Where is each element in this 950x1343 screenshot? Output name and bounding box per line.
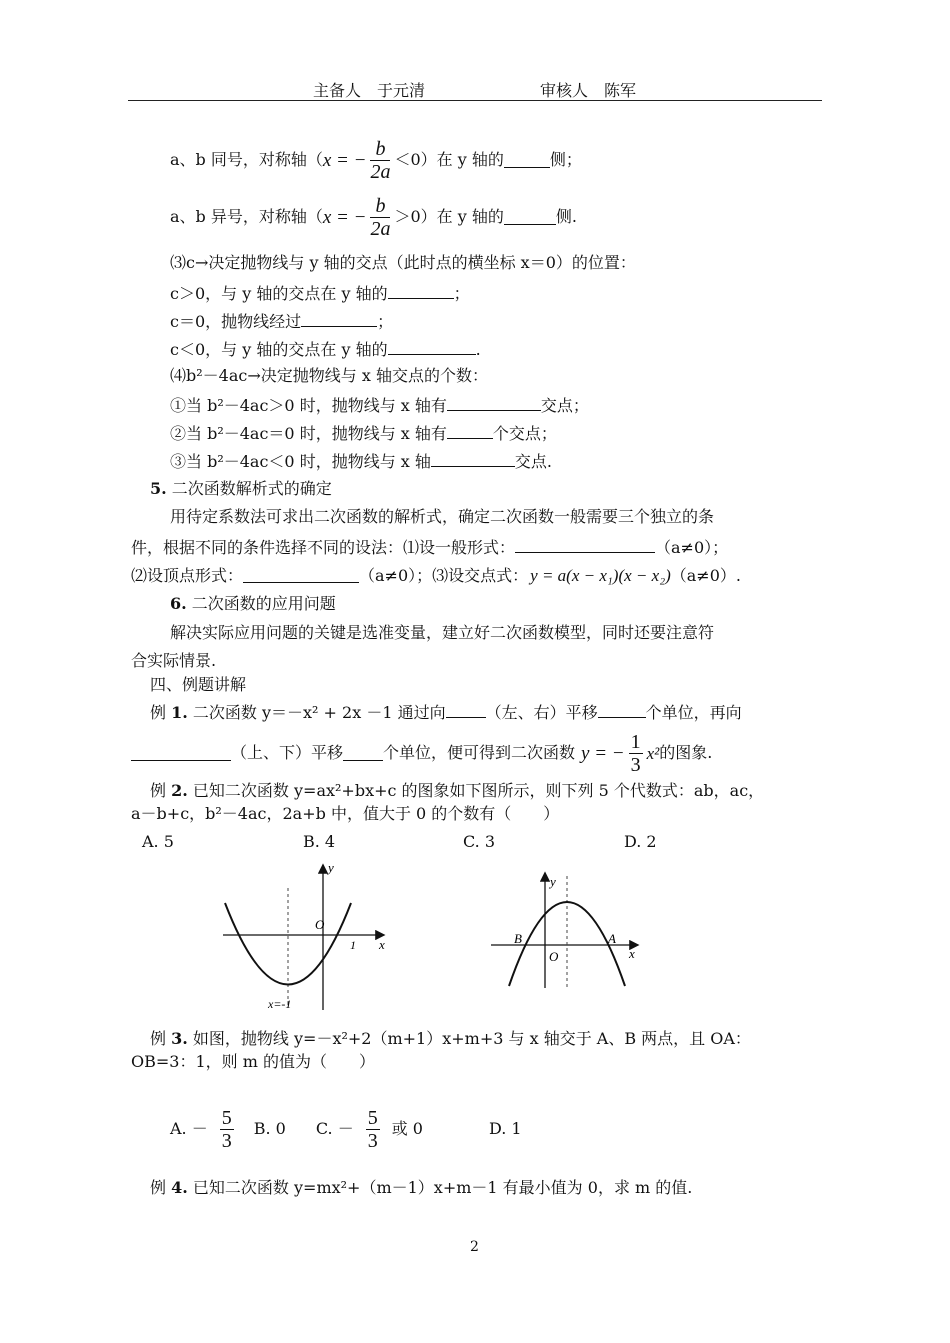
line-disc-title: ⑷b²－4ac→决定抛物线与 x 轴交点的个数： — [170, 366, 488, 385]
example-2-option-a[interactable]: A. 5 — [142, 832, 174, 851]
text: 二次函数 y＝－x² + 2x －1 通过向 — [192, 703, 446, 722]
section-number: 5. — [150, 479, 167, 498]
header-reviewer: 审核人 陈军 — [540, 81, 637, 100]
section-title: 二次函数解析式的确定 — [171, 479, 332, 498]
math-x-squared: x² — [646, 743, 660, 763]
example-2-option-d[interactable]: D. 2 — [624, 832, 657, 851]
section-title: 二次函数的应用问题 — [191, 594, 336, 613]
blank[interactable] — [598, 703, 646, 718]
example-3-option-b[interactable]: B. 0 — [253, 1119, 286, 1138]
page-number: 2 — [470, 1239, 479, 1255]
text: 例 — [150, 703, 167, 722]
blank[interactable] — [388, 340, 476, 355]
para-1: 用待定系数法可求出二次函数的解析式，确定二次函数一般需要三个独立的条 — [170, 507, 715, 526]
text: ＜0）在 y 轴的 — [394, 150, 504, 169]
y-label: y — [550, 874, 556, 889]
section-6-heading — [170, 596, 336, 612]
symmetry-label: x=-1 — [268, 997, 292, 1011]
origin-label: O — [315, 917, 325, 932]
intercept-form-formula: y = a(x − x₁)(x − x₂) — [530, 566, 671, 585]
text: ； — [377, 312, 394, 331]
blank[interactable] — [446, 703, 486, 718]
text: （左、右）平移 — [485, 703, 598, 722]
example-4-line — [150, 1180, 692, 1196]
blank[interactable] — [431, 452, 515, 467]
text: 例 — [150, 1178, 167, 1197]
text: ＞0）在 y 轴的 — [394, 207, 504, 226]
example-3-option-a[interactable]: A. － — [170, 1119, 208, 1138]
num: 1 — [630, 730, 641, 753]
blank[interactable] — [243, 568, 359, 583]
blank[interactable] — [447, 396, 541, 411]
num: b — [370, 138, 390, 161]
text: 交点. — [514, 452, 552, 471]
text: c＞0，与 y 轴的交点在 y 轴的 — [170, 284, 388, 303]
num: 5 — [367, 1106, 378, 1129]
den: 2a — [370, 217, 391, 240]
text: 例 — [150, 781, 167, 800]
blank[interactable] — [515, 538, 655, 553]
text: . — [475, 340, 481, 359]
para-2 — [131, 538, 728, 556]
line-c-positive — [170, 284, 470, 302]
math-x: x = − — [322, 206, 367, 228]
text: 已知二次函数 y=ax²+bx+c 的图象如下图所示，则下列 5 个代数式：ab，ac， — [192, 781, 765, 800]
text: 或 0 — [391, 1119, 423, 1138]
math-x: x = − — [322, 149, 367, 171]
example-number: 4. — [171, 1178, 188, 1197]
math-y: y = − — [581, 742, 625, 764]
text: a、b 同号，对称轴（ — [170, 150, 323, 169]
example-3-option-d[interactable]: D. 1 — [488, 1119, 522, 1138]
text: 侧； — [549, 150, 582, 169]
example-number: 2. — [171, 781, 188, 800]
text: 交点； — [540, 396, 589, 415]
text: ； — [453, 284, 470, 303]
text: 个交点； — [492, 424, 557, 443]
blank[interactable] — [504, 153, 550, 168]
line-disc-pos — [170, 396, 589, 414]
den: 3 — [630, 753, 641, 776]
text: （a≠0）； — [655, 538, 729, 557]
line-c-zero — [170, 312, 393, 330]
text: 的图象. — [659, 743, 713, 762]
para-3 — [131, 567, 741, 584]
blank[interactable] — [343, 746, 383, 761]
example-1-line-1 — [150, 703, 742, 721]
point-a-label: A — [608, 931, 616, 946]
blank[interactable] — [131, 746, 231, 761]
fraction-five-thirds — [366, 1107, 380, 1152]
text: c＜0，与 y 轴的交点在 y 轴的 — [170, 340, 388, 359]
text: 已知二次函数 y=mx²+（m－1）x+m－1 有最小值为 0，求 m 的值. — [192, 1178, 693, 1197]
y-label: y — [328, 860, 334, 875]
line-same-sign — [170, 135, 582, 185]
example-2-line-2: a－b+c，b²－4ac，2a+b 中，值大于 0 的个数有（ ） — [131, 804, 560, 823]
text: a、b 异号，对称轴（ — [170, 207, 323, 226]
origin-label: O — [549, 949, 559, 964]
text: 个单位，便可得到二次函数 — [383, 743, 576, 762]
header-rule — [128, 100, 822, 101]
blank[interactable] — [301, 312, 377, 327]
line-disc-neg — [170, 452, 552, 470]
blank[interactable] — [447, 424, 493, 439]
header-preparer: 主备人 于元清 — [313, 81, 426, 100]
text: 件，根据不同的条件选择不同的设法：⑴设一般形式： — [131, 538, 516, 557]
example-3-line-2: OB=3：1，则 m 的值为（ ） — [131, 1052, 375, 1071]
example-2-line-1 — [150, 783, 764, 799]
para-5: 合实际情景. — [131, 651, 217, 670]
num: b — [370, 195, 390, 218]
text: c＝0，抛物线经过 — [170, 312, 302, 331]
text: 如图，抛物线 y=－x²+2（m+1）x+m+3 与 x 轴交于 A、B 两点，且 OA： — [192, 1029, 751, 1048]
fraction-one-third — [629, 731, 643, 776]
example-2-option-b[interactable]: B. 4 — [303, 832, 336, 851]
example-3-option-c[interactable]: C. － — [315, 1119, 354, 1138]
text: ②当 b²－4ac＝0 时，抛物线与 x 轴有 — [170, 424, 447, 443]
line-c-title: ⑶c→决定抛物线与 y 轴的交点（此时点的横坐标 x＝0）的位置： — [170, 253, 636, 272]
num: 5 — [221, 1106, 232, 1129]
text: ③当 b²－4ac＜0 时，抛物线与 x 轴 — [170, 452, 431, 471]
fraction-b-2a — [370, 138, 390, 183]
den: 3 — [221, 1129, 232, 1152]
text: 个单位，再向 — [645, 703, 742, 722]
fraction-b-2a — [370, 195, 390, 240]
den: 2a — [370, 160, 391, 183]
fraction-five-thirds — [220, 1107, 234, 1152]
text: 侧. — [555, 207, 577, 226]
blank[interactable] — [388, 284, 454, 299]
den: 3 — [367, 1129, 378, 1152]
point-b-label: B — [514, 931, 522, 946]
text: （a≠0）. — [670, 565, 741, 585]
line-diff-sign — [170, 192, 577, 242]
line-disc-zero — [170, 424, 557, 442]
section-number: 6. — [170, 594, 187, 613]
example-number: 3. — [171, 1029, 188, 1048]
para-4: 解决实际应用问题的关键是选准变量，建立好二次函数模型，同时还要注意符 — [170, 623, 715, 642]
example-3-line-1 — [150, 1031, 751, 1047]
graph-upward-parabola — [215, 858, 390, 1013]
x-label: x — [379, 937, 385, 952]
example-3-options — [170, 1103, 522, 1155]
tick-label-1: 1 — [350, 938, 356, 952]
section-4-heading: 四、例题讲解 — [150, 675, 247, 694]
text: （a≠0）；⑶设交点式： — [359, 565, 529, 585]
text: （上、下）平移 — [231, 743, 344, 762]
section-5-heading — [150, 481, 332, 497]
example-1-line-2 — [131, 727, 712, 779]
example-2-option-c[interactable]: C. 3 — [463, 832, 496, 851]
text: 例 — [150, 1029, 167, 1048]
example-number: 1. — [171, 703, 188, 722]
graph-downward-parabola — [487, 868, 642, 993]
text: ⑵设顶点形式： — [131, 565, 244, 585]
x-label: x — [629, 946, 635, 961]
text: ①当 b²－4ac＞0 时，抛物线与 x 轴有 — [170, 396, 447, 415]
line-c-negative — [170, 340, 481, 358]
blank[interactable] — [504, 210, 556, 225]
